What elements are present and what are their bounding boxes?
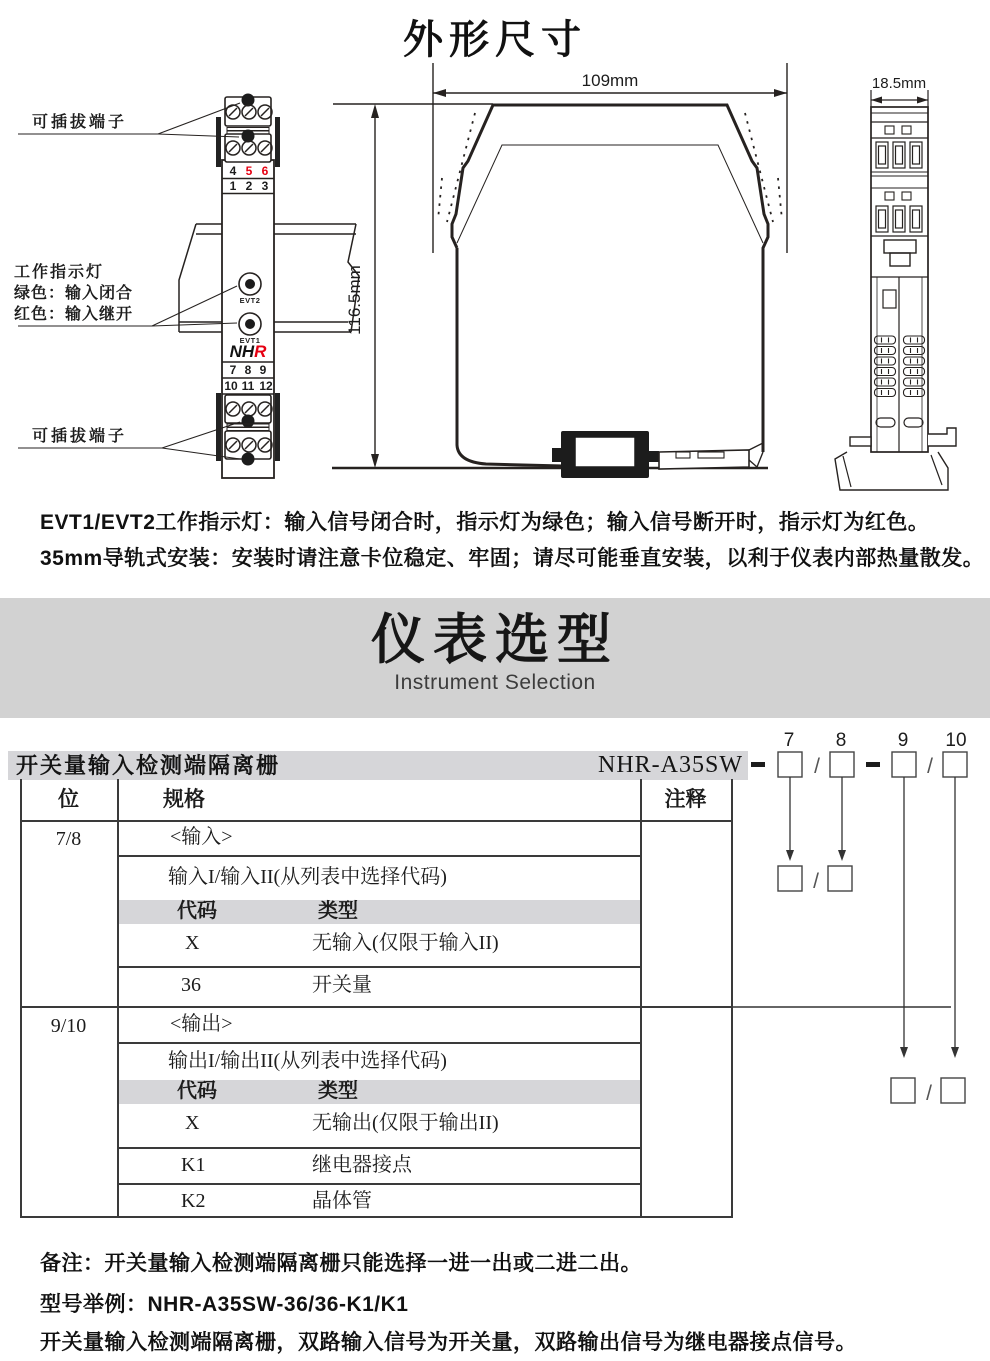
group2-position: 9/10 bbox=[50, 1015, 87, 1037]
group1-type-header: 类型 bbox=[318, 900, 358, 922]
svg-text:9: 9 bbox=[897, 730, 909, 751]
footer-note-remark: 备注：开关量输入检测端隔离栅只能选择一进一出或二进二出。 bbox=[40, 1252, 642, 1275]
row-line-3 bbox=[117, 1042, 641, 1044]
table-header-border bbox=[20, 820, 733, 822]
indicator-label-title: 工作指示灯 bbox=[14, 264, 105, 281]
svg-text:10: 10 bbox=[224, 379, 238, 393]
row-line-5 bbox=[117, 1183, 641, 1185]
svg-text:/: / bbox=[927, 755, 933, 778]
svg-text:8: 8 bbox=[244, 363, 252, 377]
svg-text:2: 2 bbox=[245, 179, 253, 193]
led-label-evt2: EVT2 bbox=[239, 296, 261, 305]
group2-row3-type: 晶体管 bbox=[312, 1190, 372, 1212]
row-line-4 bbox=[117, 1147, 641, 1149]
group2-code-header: 代码 bbox=[177, 1080, 217, 1102]
col-header-note: 注释 bbox=[664, 787, 707, 811]
ordering-code-selector bbox=[700, 715, 990, 1121]
group1-code-header: 代码 bbox=[177, 900, 217, 922]
vent-dots bbox=[438, 113, 782, 222]
product-title: 开关量输入检测端隔离栅 bbox=[16, 753, 281, 778]
selector-arrows bbox=[733, 777, 955, 1048]
group1-row1-code: X bbox=[185, 932, 200, 954]
indicator-label-red: 红色：输入继开 bbox=[14, 306, 134, 323]
leader-lines bbox=[18, 103, 240, 459]
row-line-2 bbox=[117, 966, 641, 968]
front-view bbox=[216, 94, 280, 479]
dash-1 bbox=[751, 762, 765, 767]
group1-section: <输入> bbox=[170, 826, 233, 848]
pluggable-terminal-label-top: 可插拔端子 bbox=[32, 114, 128, 131]
svg-text:12: 12 bbox=[259, 379, 273, 393]
group2-row3-code: K2 bbox=[181, 1190, 206, 1212]
group1-row1-type: 无输入(仅限于输入II) bbox=[312, 932, 499, 954]
group2-row2-code: K1 bbox=[181, 1154, 206, 1176]
led-label-evt1: EVT1 bbox=[239, 336, 261, 345]
group2-row1-code: X bbox=[185, 1112, 200, 1134]
col-header-spec: 规格 bbox=[163, 787, 205, 811]
svg-text:3: 3 bbox=[261, 179, 269, 193]
group2-subtitle: 输出I/输出II(从列表中选择代码) bbox=[168, 1050, 447, 1072]
table-col-note-border bbox=[640, 779, 642, 1218]
model-code: NHR-A35SW bbox=[598, 752, 743, 778]
svg-text:1: 1 bbox=[229, 179, 237, 193]
note-led-behavior: EVT1/EVT2工作指示灯：输入信号闭合时，指示灯为绿色；输入信号断开时，指示灯为红色。 bbox=[40, 511, 930, 534]
indicator-label-green: 绿色：输入闭合 bbox=[14, 285, 134, 302]
svg-text:/: / bbox=[814, 755, 820, 778]
table-border-bottom bbox=[20, 1216, 733, 1218]
svg-text:7: 7 bbox=[229, 363, 237, 377]
group1-subtitle: 输入I/输入II(从列表中选择代码) bbox=[168, 866, 447, 888]
digit-labels bbox=[784, 730, 967, 751]
svg-text:6: 6 bbox=[261, 164, 269, 178]
svg-text:4: 4 bbox=[229, 164, 237, 178]
svg-text:/: / bbox=[926, 1082, 932, 1105]
svg-text:10: 10 bbox=[945, 730, 967, 751]
din-clip bbox=[552, 431, 763, 478]
nhr-logo-red: R bbox=[254, 342, 267, 361]
side-profile bbox=[332, 63, 787, 478]
banner-title: 仪表选型 bbox=[371, 610, 619, 670]
table-col-position-border bbox=[117, 779, 119, 1218]
banner-subtitle: Instrument Selection bbox=[394, 671, 596, 694]
svg-text:5: 5 bbox=[245, 164, 253, 178]
note-rail-mounting: 35mm导轨式安装：安装时请注意卡位稳定、牢固；请尽可能垂直安装，以利于仪表内部热量散发。 bbox=[40, 547, 985, 570]
group2-section: <输出> bbox=[170, 1013, 233, 1035]
selection-title-band bbox=[8, 751, 748, 780]
dash-2 bbox=[866, 762, 880, 767]
group1-position: 7/8 bbox=[55, 828, 82, 850]
group1-row2-code: 36 bbox=[181, 974, 201, 996]
svg-text:11: 11 bbox=[241, 379, 255, 393]
table-group-border bbox=[20, 1006, 733, 1008]
col-header-position: 位 bbox=[58, 787, 79, 811]
group1-row2-type: 开关量 bbox=[312, 974, 372, 996]
row-line-1 bbox=[117, 855, 641, 857]
svg-text:7: 7 bbox=[783, 730, 795, 751]
svg-text:8: 8 bbox=[835, 730, 847, 751]
page-title: 外形尺寸 bbox=[403, 18, 587, 62]
svg-text:/: / bbox=[813, 870, 819, 893]
pluggable-terminal-label-bottom: 可插拔端子 bbox=[32, 428, 128, 445]
dim-height-label: 116.5mm bbox=[345, 265, 364, 335]
arrowheads bbox=[786, 850, 959, 1058]
dim-width-label: 109mm bbox=[581, 71, 639, 90]
footer-note-model-example: 型号举例：NHR-A35SW-36/36-K1/K1 bbox=[40, 1293, 409, 1316]
slashes bbox=[813, 755, 933, 1105]
instrument-selection-banner bbox=[0, 598, 990, 718]
group2-type-header: 类型 bbox=[318, 1080, 358, 1102]
group2-row2-type: 继电器接点 bbox=[312, 1154, 412, 1176]
svg-text:9: 9 bbox=[259, 363, 267, 377]
outline-drawing bbox=[0, 55, 990, 500]
group2-row1-type: 无输出(仅限于输出II) bbox=[312, 1112, 499, 1134]
nhr-logo-black: NH bbox=[229, 342, 255, 361]
side-view bbox=[835, 90, 956, 490]
dim-depth-label: 18.5mm bbox=[871, 75, 927, 92]
footer-note-description: 开关量输入检测端隔离栅，双路输入信号为开关量，双路输出信号为继电器接点信号。 bbox=[40, 1331, 857, 1354]
nhr-logo bbox=[230, 342, 268, 361]
